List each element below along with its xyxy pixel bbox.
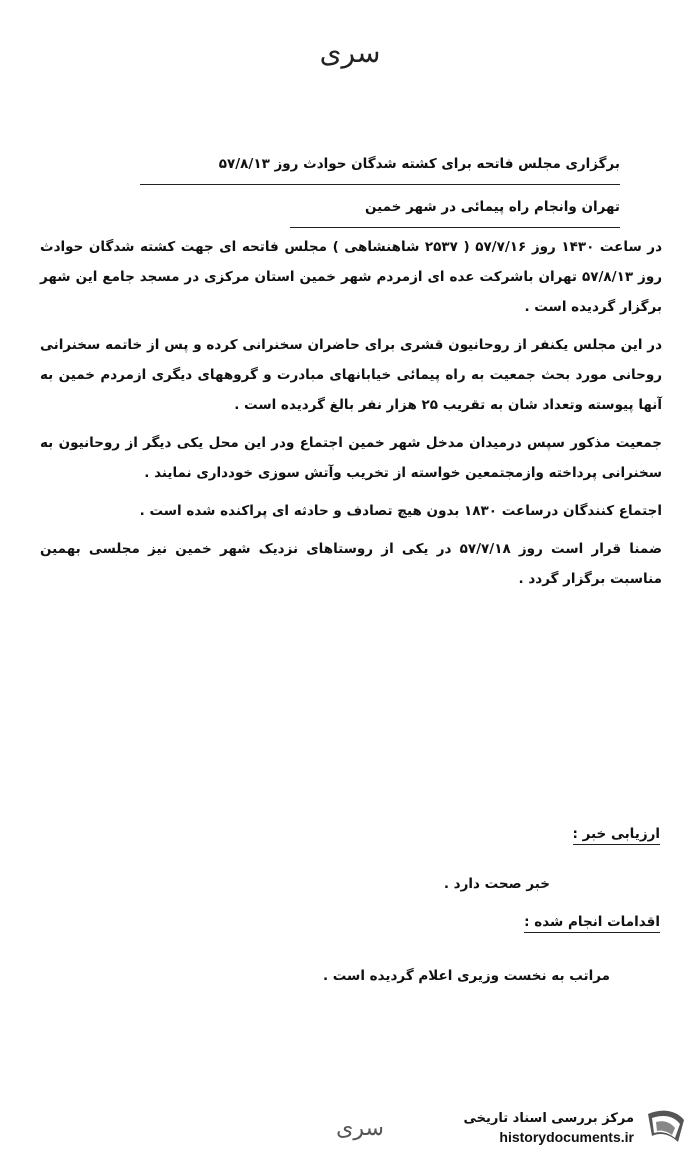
assessment-value: خبر صحت دارد . xyxy=(443,876,550,892)
classification-footer: سری xyxy=(336,1116,384,1141)
document-body xyxy=(40,232,662,602)
paragraph-4: اجتماع کنندگان درساعت ۱۸۳۰ بدون هیچ تصادف و حادثه ای پراکنده شده است . xyxy=(139,503,662,519)
document-title xyxy=(140,146,620,232)
assessment-value-row xyxy=(150,876,550,892)
title-line-1: برگزاری مجلس فاتحه برای کشته شدگان حوادث روز ۵۷/۸/۱۳ xyxy=(140,146,620,185)
paragraph-2: در این مجلس یکنفر از روحانیون قشری برای حاضران سخنرانی کرده و پس از خاتمه سخنرانی روحانی مورد بحث جمعیت به راه پیمائی خیابانهای مبادرت و گروههای دیگری ازمردم خمین به آنها پیوسته وتعداد شان به تقریب ۲۵ هزار نفر بالغ گردیده است . xyxy=(40,337,662,413)
actions-label: اقدامات انجام شده : xyxy=(524,914,660,933)
watermark-fa-text: مرکز بررسی اسناد تاریخی xyxy=(463,1111,634,1126)
paragraph-1: در ساعت ۱۴۳۰ روز ۵۷/۷/۱۶ ( ۲۵۳۷ شاهنشاهی ) مجلس فاتحه ای جهت کشته شدگان حوادث روز ۵۷/۸/۱۳ تهران باشرکت عده ای ازمردم شهر خمین استان مرکزی در مسجد جامع این شهر برگزار گردیده است . xyxy=(40,239,662,315)
actions-value: مراتب به نخست وزیری اعلام گردیده است . xyxy=(322,968,610,984)
archive-logo-icon xyxy=(642,1104,690,1152)
watermark-en-text: historydocuments.ir xyxy=(499,1129,634,1145)
actions-value-row xyxy=(150,968,610,984)
actions-section xyxy=(38,914,660,933)
watermark xyxy=(390,1100,690,1156)
classification-header: سری xyxy=(319,36,381,69)
assessment-section xyxy=(38,826,660,845)
watermark-text xyxy=(464,1110,635,1146)
assessment-label: ارزیابی خبر : xyxy=(573,826,660,845)
title-line-2: تهران وانجام راه پیمائی در شهر خمین xyxy=(290,189,620,228)
paragraph-3: جمعیت مذکور سپس درمیدان مدخل شهر خمین اجتماع ودر این محل یکی دیگر از روحانیون به سخنرانی پرداخته وازمجتمعین خواسته از تخریب وآتش سوزی خودداری نمایند . xyxy=(40,435,662,481)
paragraph-5: ضمنا قرار است روز ۵۷/۷/۱۸ در یکی از روستاهای نزدیک شهر خمین نیز مجلسی بهمین مناسبت برگزار گردد . xyxy=(40,541,662,587)
